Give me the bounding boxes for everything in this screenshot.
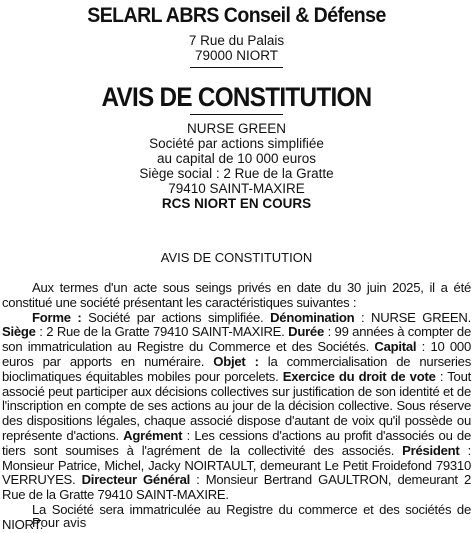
vote-label: Exercice du droit de vote	[282, 368, 436, 384]
firm-name: SELARL ABRS Conseil & Défense	[87, 4, 386, 27]
agrement-label: Agrément	[123, 427, 183, 443]
duree-label: Durée	[288, 324, 324, 340]
capital-value: : 10 000 euros par apports en numéraire.	[2, 339, 471, 369]
objet-label: Objet :	[213, 353, 259, 369]
articles-paragraph	[2, 311, 471, 503]
dg-label: Directeur Général	[81, 472, 191, 488]
objet-value: la commercialisation de nurseries bioclimatiques équitables mobiles pour porcelets.	[2, 353, 471, 384]
notice-body	[2, 281, 471, 533]
dg-value: : Monsieur Bertrand GAULTRON, demeurant 2 Rue de la Gratte 79410 SAINT-MAXIRE.	[2, 472, 472, 503]
president-value: : Monsieur Patrice, Michel, Jacky NOIRTAULT, demeurant Le Petit Froidefond 79310 VERRUYES.	[2, 442, 471, 488]
company-seat-street: Siège social : 2 Rue de la Gratte	[139, 166, 334, 181]
divider-title	[190, 114, 283, 115]
divider-top	[190, 67, 283, 68]
capital-label: Capital	[374, 339, 417, 355]
company-rcs: RCS NIORT EN COURS	[161, 196, 312, 211]
company-name: NURSE GREEN	[186, 121, 286, 136]
company-form: Société par actions simplifiée	[149, 136, 324, 151]
closing-line: Pour avis	[32, 515, 87, 530]
denomination-value: : NURSE GREEN.	[354, 309, 471, 325]
forme-label: Forme :	[32, 309, 82, 325]
duree-value: : 99 années à compter de son immatriculation au Registre du Commerce et des Sociétés.	[2, 324, 471, 355]
vote-value: : Tout associé peut participer aux décisions collectives sur justification de son identité et de l'inscription en compte de ses actions au jour de la décision collective. Sous réserve des dispositions légales, chaque associé dispose d'autant de voix qu'il possède ou représente d'actions.	[2, 368, 471, 443]
firm-address-city: 79000 NIORT	[194, 48, 279, 63]
siege-value: : 2 Rue de la Gratte 79410 SAINT-MAXIRE.	[35, 324, 289, 340]
agrement-value: : Les cessions d'actions au profit d'associés ou de tiers sont soumises à l'agrément de la collectivité des associés.	[2, 427, 472, 458]
intro-paragraph: Aux termes d'un acte sous seings privés en date du 30 juin 2025, il a été constitué une société présentant les caractéristiques suivantes :	[2, 280, 471, 310]
siege-label: Siège	[2, 324, 36, 340]
company-capital: au capital de 10 000 euros	[156, 151, 317, 166]
president-label: Président	[402, 442, 460, 458]
notice-title: AVIS DE CONSTITUTION	[101, 82, 372, 112]
registration-paragraph: La Société sera immatriculée au Registre du commerce et des sociétés de NIORT.	[2, 501, 471, 532]
company-seat-city: 79410 SAINT-MAXIRE	[168, 181, 305, 196]
firm-address-street: 7 Rue du Palais	[188, 33, 285, 48]
section-heading: AVIS DE CONSTITUTION	[160, 250, 313, 265]
denomination-label: Dénomination	[270, 309, 355, 325]
forme-value: Société par actions simplifiée.	[81, 309, 271, 325]
